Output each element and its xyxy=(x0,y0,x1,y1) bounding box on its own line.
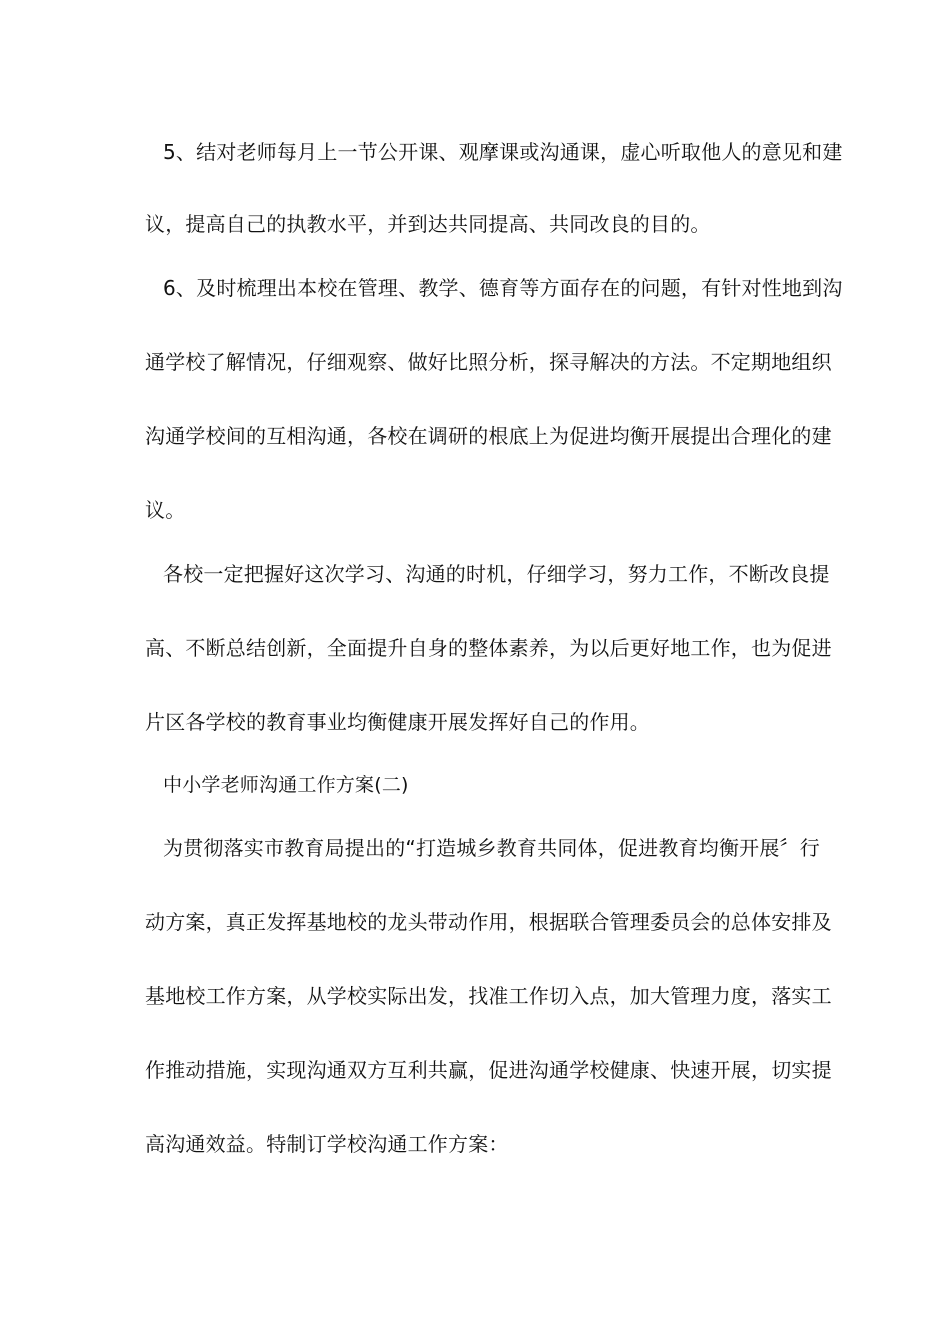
intro-paragraph-line-1: 为贯彻落实市教育局提出的“打造城乡教育共同体，促进教育均衡开展〞行 xyxy=(163,836,820,860)
section-heading: 中小学老师沟通工作方案(二) xyxy=(163,774,409,796)
intro-paragraph-line-5: 高沟通效益。特制订学校沟通工作方案： xyxy=(145,1132,509,1156)
closing-paragraph-line-2: 高、不断总结创新，全面提升自身的整体素养，为以后更好地工作，也为促进 xyxy=(145,636,832,660)
paragraph-6-line-4: 议。 xyxy=(145,498,186,522)
paragraph-6-line-1: 6、及时梳理出本校在管理、教学、德育等方面存在的问题，有针对性地到沟 xyxy=(163,276,843,300)
paragraph-6-line-2: 通学校了解情况，仔细观察、做好比照分析，探寻解决的方法。不定期地组织 xyxy=(145,350,832,374)
closing-paragraph-line-1: 各校一定把握好这次学习、沟通的时机，仔细学习，努力工作，不断改良提 xyxy=(163,562,830,586)
paragraph-6-line-3: 沟通学校间的互相沟通，各校在调研的根底上为促进均衡开展提出合理化的建 xyxy=(145,424,832,448)
closing-paragraph-line-3: 片区各学校的教育事业均衡健康开展发挥好自己的作用。 xyxy=(145,710,650,734)
paragraph-5-line-1: 5、结对老师每月上一节公开课、观摩课或沟通课，虚心听取他人的意见和建 xyxy=(163,140,843,164)
intro-paragraph-line-4: 作推动措施，实现沟通双方互利共赢，促进沟通学校健康、快速开展，切实提 xyxy=(145,1058,832,1082)
intro-paragraph-line-3: 基地校工作方案，从学校实际出发，找准工作切入点，加大管理力度，落实工 xyxy=(145,984,832,1008)
intro-paragraph-line-2: 动方案，真正发挥基地校的龙头带动作用，根据联合管理委员会的总体安排及 xyxy=(145,910,832,934)
paragraph-5-line-2: 议，提高自己的执教水平，并到达共同提高、共同改良的目的。 xyxy=(145,212,711,236)
